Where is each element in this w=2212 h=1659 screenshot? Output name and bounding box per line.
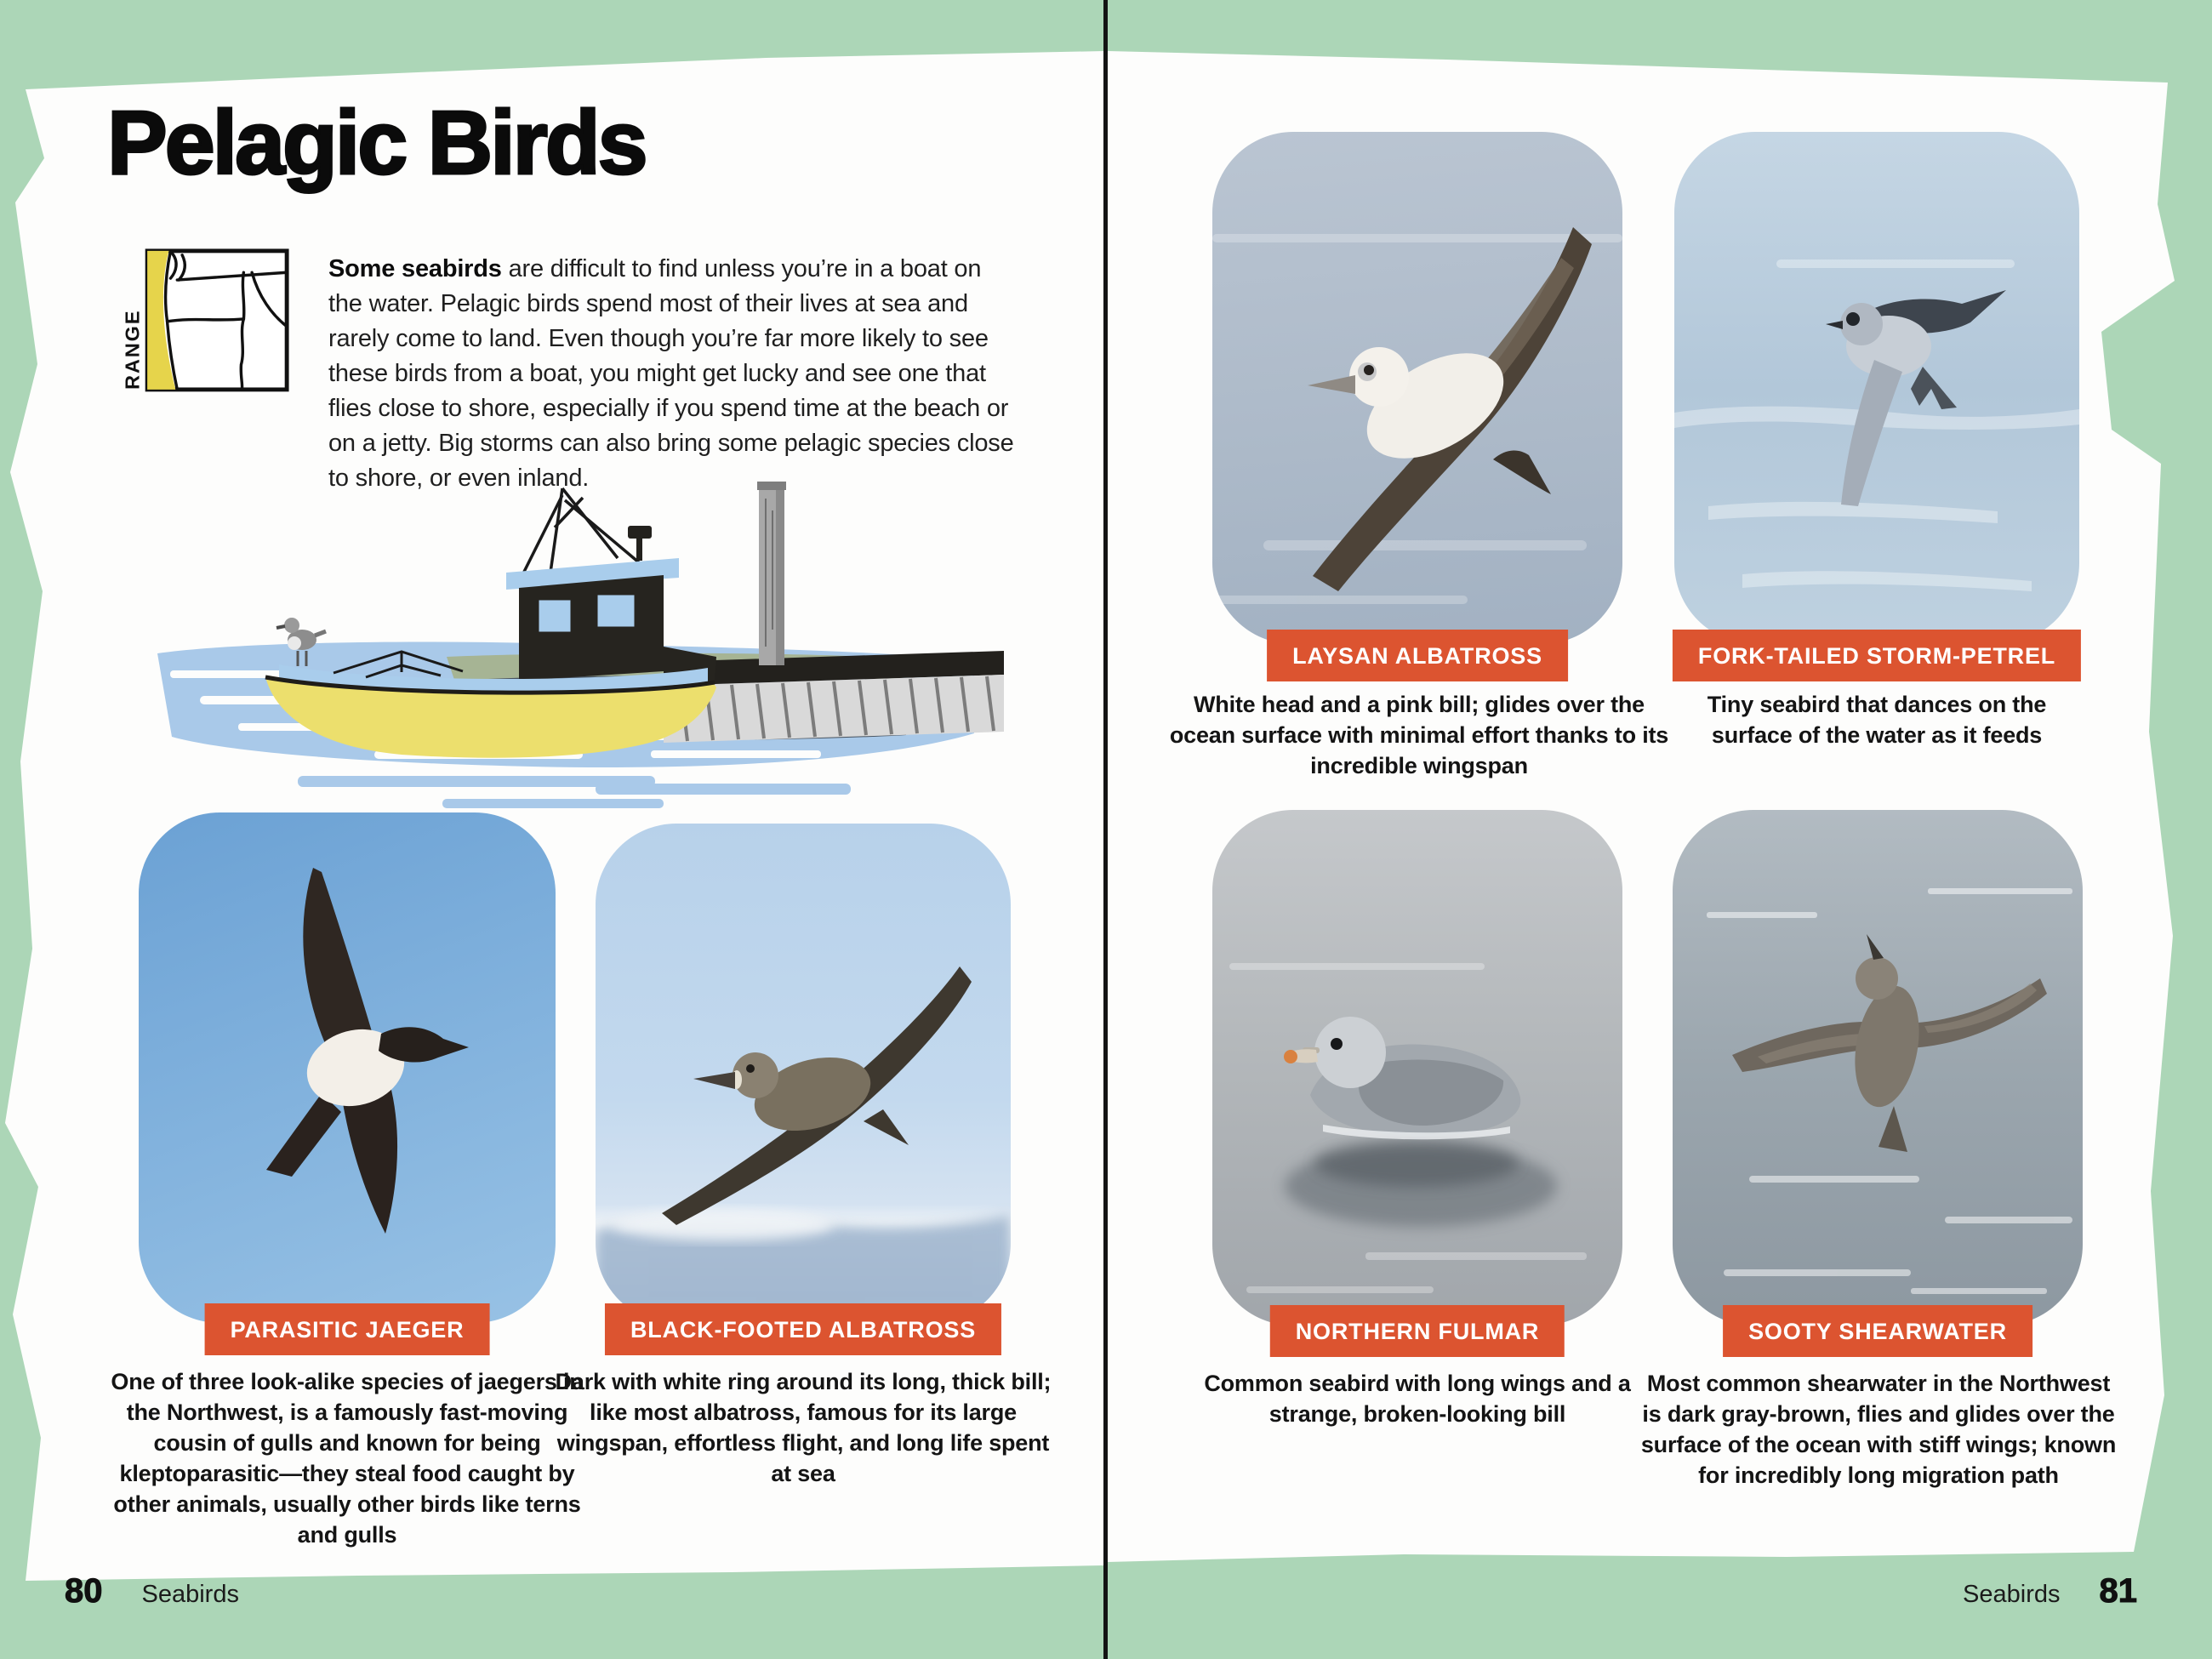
page-number: 80 [65, 1572, 103, 1610]
bird-description: White head and a pink bill; glides over the ocean surface with minimal effort thanks to its incredible wingspan [1169, 692, 1669, 778]
range-map-icon [117, 247, 292, 400]
northern-fulmar-bird [1212, 810, 1622, 1325]
bird-photo-fork-tailed-storm-petrel [1674, 132, 2079, 644]
range-label-vertical: RANGE [121, 309, 144, 390]
boat-graphic [265, 488, 716, 758]
jetty-graphic [664, 482, 1004, 743]
bird-photo-northern-fulmar [1212, 810, 1622, 1325]
bird-description: Tiny seabird that dances on the surface of the water as it feeds [1707, 692, 2047, 748]
range-map-graphic [117, 247, 292, 396]
bird-description: One of three look-alike species of jaegers in the Northwest, is a famously fast-moving cousin of gulls and known for being kleptoparasitic—they steal food caught by other animals, usually other birds like terns and gulls [111, 1369, 584, 1548]
parasitic-jaeger-bird [139, 812, 556, 1323]
bird-name-label: FORK-TAILED STORM-PETREL [1673, 630, 2081, 681]
chapter-label: Seabirds [141, 1581, 239, 1608]
bird-photo-laysan-albatross [1212, 132, 1622, 644]
bird-description: Most common shearwater in the Northwest is dark gray-brown, flies and glides over the surface of the ocean with stiff wings; known for incredibly long migration path [1640, 1371, 2117, 1488]
bird-name-label: SOOTY SHEARWATER [1723, 1305, 2032, 1357]
fork-tailed-storm-petrel-bird [1674, 132, 2079, 644]
bird-description: Common seabird with long wings and a strange, broken-looking bill [1204, 1371, 1631, 1427]
bird-name-label: NORTHERN FULMAR [1270, 1305, 1565, 1357]
chapter-label: Seabirds [1963, 1581, 2061, 1608]
bird-description: Dark with white ring around its long, thick bill; like most albatross, famous for its large wingspan, effortless flight, and long life spent at sea [555, 1369, 1052, 1486]
bird-name-label: PARASITIC JAEGER [205, 1303, 490, 1355]
sooty-shearwater-bird [1673, 810, 2083, 1325]
spine-divider [1103, 0, 1108, 1659]
intro-lead-in: Some seabirds [328, 255, 502, 282]
left-page-footer [65, 1572, 239, 1611]
intro-body: are difficult to find unless you’re in a boat on the water. Pelagic birds spend most of their lives at sea and rarely come to land. Even though you’re far more likely to see these birds from a boat, you might get lucky and see one that flies close to shore, especially if you spend time at the beach or on a jetty. Big storms can also bring some pelagic species close to shore, or even inland. [328, 255, 1014, 492]
bird-photo-parasitic-jaeger [139, 812, 556, 1323]
bird-name-label: BLACK-FOOTED ALBATROSS [605, 1303, 1001, 1355]
bird-photo-sooty-shearwater [1673, 810, 2083, 1325]
black-footed-albatross-bird [596, 824, 1011, 1324]
boat-illustration [119, 476, 1004, 817]
bird-photo-black-footed-albatross [596, 824, 1011, 1324]
intro-paragraph [328, 252, 1018, 496]
bird-name-label: LAYSAN ALBATROSS [1267, 630, 1568, 681]
laysan-albatross-bird [1212, 132, 1622, 644]
page-number: 81 [2099, 1572, 2137, 1610]
right-page-footer [1963, 1572, 2137, 1611]
page-title: Pelagic Birds [107, 93, 646, 193]
